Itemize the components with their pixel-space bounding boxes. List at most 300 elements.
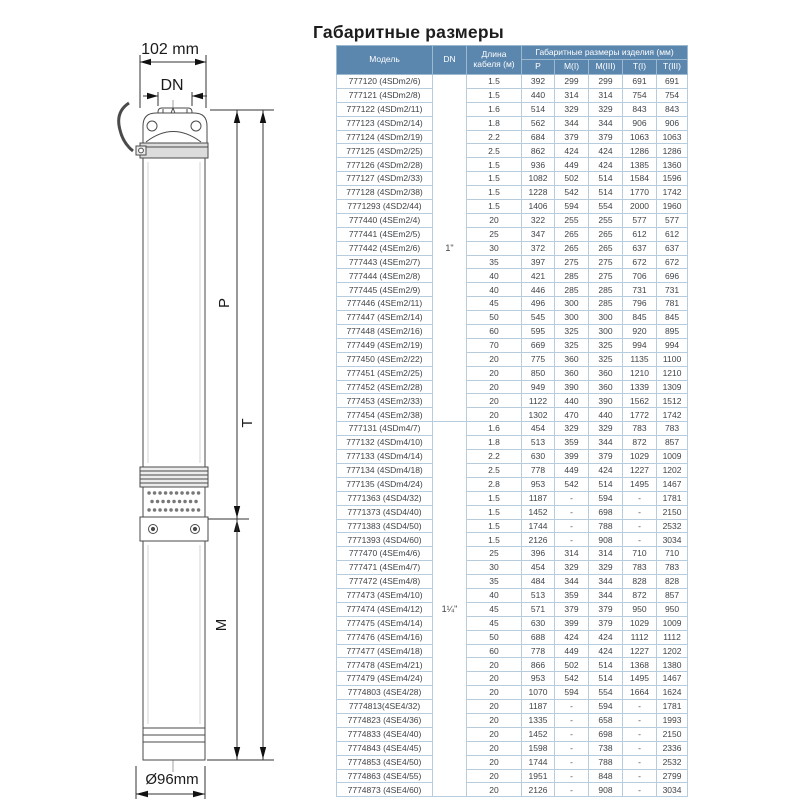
dimension-value-cell: 347 xyxy=(522,227,555,241)
dimension-value-cell: 562 xyxy=(522,116,555,130)
dimension-value-cell: - xyxy=(623,491,657,505)
cable-length-cell: 20 xyxy=(467,686,522,700)
dimension-value-cell: 484 xyxy=(522,575,555,589)
dimension-value-cell: 360 xyxy=(555,352,589,366)
cable-length-cell: 1.8 xyxy=(467,116,522,130)
dimension-value-cell: 1335 xyxy=(522,713,555,727)
dimension-value-cell: 2150 xyxy=(657,505,688,519)
cable-length-cell: 20 xyxy=(467,213,522,227)
dimension-value-cell: 329 xyxy=(589,422,623,436)
table-row xyxy=(337,672,688,686)
table-row xyxy=(337,394,688,408)
dimension-value-cell: 360 xyxy=(589,366,623,380)
cable-length-cell: 1.5 xyxy=(467,200,522,214)
cable-length-cell: 2.5 xyxy=(467,463,522,477)
table-row xyxy=(337,338,688,352)
model-cell: 777450 (4SEm2/22) xyxy=(337,352,433,366)
dimension-value-cell: 379 xyxy=(589,450,623,464)
header-dim-m1: M(I) xyxy=(555,60,589,75)
dimension-value-cell: 783 xyxy=(623,561,657,575)
dimension-value-cell: 372 xyxy=(522,241,555,255)
dimension-value-cell: 953 xyxy=(522,672,555,686)
m-label: M xyxy=(213,618,230,632)
dimension-value-cell: 314 xyxy=(589,88,623,102)
dimension-value-cell: 265 xyxy=(555,227,589,241)
dimension-value-cell: 265 xyxy=(589,241,623,255)
page-title: Габаритные размеры xyxy=(313,21,504,42)
dimension-value-cell: 1210 xyxy=(623,366,657,380)
model-cell: 7771373 (4SD4/40) xyxy=(337,505,433,519)
table-row xyxy=(337,297,688,311)
dimension-value-cell: 672 xyxy=(623,255,657,269)
model-cell: 777440 (4SEm2/4) xyxy=(337,213,433,227)
dn-cell: 1" xyxy=(433,75,467,422)
dimension-value-cell: 1452 xyxy=(522,505,555,519)
cable-length-cell: 1.5 xyxy=(467,88,522,102)
model-cell: 777452 (4SEm2/28) xyxy=(337,380,433,394)
dimension-value-cell: 630 xyxy=(522,616,555,630)
model-cell: 7774863 (4SE4/55) xyxy=(337,769,433,783)
table-row xyxy=(337,547,688,561)
dimension-value-cell: 783 xyxy=(657,561,688,575)
dimension-value-cell: 470 xyxy=(555,408,589,422)
dimension-value-cell: 399 xyxy=(555,450,589,464)
model-cell: 777133 (4SDm4/14) xyxy=(337,450,433,464)
table-row xyxy=(337,519,688,533)
pump-outline xyxy=(119,103,208,760)
cable-length-cell: 20 xyxy=(467,700,522,714)
table-row xyxy=(337,366,688,380)
model-cell: 777477 (4SEm4/18) xyxy=(337,644,433,658)
dimension-value-cell: 1584 xyxy=(623,172,657,186)
header-dim-p: P xyxy=(522,60,555,75)
dimension-value-cell: 424 xyxy=(589,463,623,477)
table-row xyxy=(337,213,688,227)
dimension-value-cell: 325 xyxy=(555,338,589,352)
dimension-value-cell: 424 xyxy=(555,144,589,158)
header-cable-length: Длина кабеля (м) xyxy=(467,46,522,75)
dimension-value-cell: 255 xyxy=(555,213,589,227)
dimension-value-cell: 360 xyxy=(589,380,623,394)
cable-length-cell: 50 xyxy=(467,311,522,325)
cable-length-cell: 20 xyxy=(467,755,522,769)
table-row xyxy=(337,283,688,297)
dimension-value-cell: 906 xyxy=(623,116,657,130)
dimension-value-cell: 379 xyxy=(589,616,623,630)
model-cell: 7771363 (4SD4/32) xyxy=(337,491,433,505)
cable-length-cell: 20 xyxy=(467,783,522,797)
dimension-value-cell: 2799 xyxy=(657,769,688,783)
cable-length-cell: 20 xyxy=(467,769,522,783)
table-row xyxy=(337,116,688,130)
dimension-value-cell: 396 xyxy=(522,547,555,561)
dimension-value-cell: 778 xyxy=(522,463,555,477)
dimension-value-cell: 325 xyxy=(589,338,623,352)
dimension-value-cell: 571 xyxy=(522,602,555,616)
dimension-value-cell: 1596 xyxy=(657,172,688,186)
model-cell: 7771383 (4SD4/50) xyxy=(337,519,433,533)
dimension-value-cell: 857 xyxy=(657,588,688,602)
table-row xyxy=(337,144,688,158)
dimension-value-cell: - xyxy=(623,505,657,519)
cable-length-cell: 40 xyxy=(467,283,522,297)
dimension-value-cell: 1385 xyxy=(623,158,657,172)
model-cell: 7774853 (4SE4/50) xyxy=(337,755,433,769)
cable-length-cell: 50 xyxy=(467,630,522,644)
dimension-value-cell: 322 xyxy=(522,213,555,227)
dimension-value-cell: 344 xyxy=(555,575,589,589)
table-row xyxy=(337,186,688,200)
dimension-value-cell: 843 xyxy=(657,102,688,116)
dimension-value-cell: 1187 xyxy=(522,491,555,505)
model-cell: 777475 (4SEm4/14) xyxy=(337,616,433,630)
dimension-value-cell: - xyxy=(623,755,657,769)
dimension-value-cell: 359 xyxy=(555,436,589,450)
cable-length-cell: 20 xyxy=(467,394,522,408)
dimension-value-cell: 1286 xyxy=(657,144,688,158)
table-row xyxy=(337,783,688,797)
dimension-value-cell: 424 xyxy=(589,158,623,172)
model-cell: 777122 (4SDm2/11) xyxy=(337,102,433,116)
dimension-value-cell: 1742 xyxy=(657,408,688,422)
dimension-value-cell: 314 xyxy=(555,88,589,102)
dimension-value-cell: 449 xyxy=(555,644,589,658)
dimension-value-cell: 788 xyxy=(589,519,623,533)
dimension-value-cell: 1495 xyxy=(623,672,657,686)
cable-length-cell: 40 xyxy=(467,269,522,283)
table-row xyxy=(337,700,688,714)
dimension-value-cell: 542 xyxy=(555,477,589,491)
top-width-label: 102 mm xyxy=(141,41,199,58)
dimension-value-cell: 329 xyxy=(555,561,589,575)
model-cell: 777120 (4SDm2/6) xyxy=(337,75,433,89)
dimension-value-cell: 1744 xyxy=(522,519,555,533)
dimension-value-cell: 314 xyxy=(589,547,623,561)
model-cell: 777476 (4SEm4/16) xyxy=(337,630,433,644)
dimension-value-cell: 1770 xyxy=(623,186,657,200)
dimension-value-cell: 594 xyxy=(555,686,589,700)
model-cell: 777131 (4SDm4/7) xyxy=(337,422,433,436)
dimension-value-cell: 554 xyxy=(589,686,623,700)
dimension-value-cell: 314 xyxy=(555,547,589,561)
dimension-value-cell: 1122 xyxy=(522,394,555,408)
table-row xyxy=(337,741,688,755)
dimension-value-cell: 691 xyxy=(623,75,657,89)
dimension-value-cell: 514 xyxy=(589,672,623,686)
dimension-value-cell: 397 xyxy=(522,255,555,269)
table-row xyxy=(337,311,688,325)
cable-length-cell: 20 xyxy=(467,713,522,727)
table-row xyxy=(337,227,688,241)
table-row xyxy=(337,644,688,658)
dimension-value-cell: 848 xyxy=(589,769,623,783)
dimension-value-cell: 344 xyxy=(589,588,623,602)
dimension-value-cell: 421 xyxy=(522,269,555,283)
dimension-value-cell: 542 xyxy=(555,672,589,686)
dimension-value-cell: 275 xyxy=(589,255,623,269)
table-row xyxy=(337,477,688,491)
model-cell: 777134 (4SDm4/18) xyxy=(337,463,433,477)
dimension-value-cell: 1368 xyxy=(623,658,657,672)
dimension-value-cell: 392 xyxy=(522,75,555,89)
table-row xyxy=(337,602,688,616)
dimension-value-cell: 379 xyxy=(589,130,623,144)
dimension-value-cell: 594 xyxy=(589,491,623,505)
dimension-value-cell: 325 xyxy=(555,325,589,339)
dimension-value-cell: 545 xyxy=(522,311,555,325)
header-dim-t1: T(I) xyxy=(623,60,657,75)
dimension-value-cell: 698 xyxy=(589,727,623,741)
dimension-value-cell: 828 xyxy=(657,575,688,589)
table-row xyxy=(337,755,688,769)
model-cell: 777470 (4SEm4/6) xyxy=(337,547,433,561)
cable-length-cell: 70 xyxy=(467,338,522,352)
cable-length-cell: 1.5 xyxy=(467,186,522,200)
table-row xyxy=(337,616,688,630)
cable-length-cell: 1.8 xyxy=(467,436,522,450)
model-cell: 777478 (4SEm4/21) xyxy=(337,658,433,672)
dimension-value-cell: 2126 xyxy=(522,783,555,797)
model-cell: 7771393 (4SD4/60) xyxy=(337,533,433,547)
model-cell: 7774833 (4SE4/40) xyxy=(337,727,433,741)
dimension-value-cell: 1302 xyxy=(522,408,555,422)
dimension-value-cell: 440 xyxy=(555,394,589,408)
dimension-value-cell: 906 xyxy=(657,116,688,130)
dimension-value-cell: - xyxy=(555,783,589,797)
cable-length-cell: 1.5 xyxy=(467,75,522,89)
dimension-value-cell: 731 xyxy=(623,283,657,297)
dimension-value-cell: - xyxy=(555,769,589,783)
header-dim-t3: T(III) xyxy=(657,60,688,75)
dimension-value-cell: 872 xyxy=(623,436,657,450)
dimension-value-cell: 329 xyxy=(589,102,623,116)
dn-label: DN xyxy=(160,77,184,94)
dimension-value-cell: 1380 xyxy=(657,658,688,672)
table-row xyxy=(337,658,688,672)
dimension-value-cell: 731 xyxy=(657,283,688,297)
pump-diagram xyxy=(0,0,330,800)
dimension-value-cell: 1063 xyxy=(657,130,688,144)
model-cell: 777449 (4SEm2/19) xyxy=(337,338,433,352)
dimension-value-cell: 828 xyxy=(623,575,657,589)
cable-length-cell: 1.5 xyxy=(467,505,522,519)
model-cell: 777454 (4SEm2/38) xyxy=(337,408,433,422)
cable-length-cell: 25 xyxy=(467,547,522,561)
dimension-value-cell: 1360 xyxy=(657,158,688,172)
dimension-value-cell: 1664 xyxy=(623,686,657,700)
dimension-value-cell: 399 xyxy=(555,616,589,630)
dimension-value-cell: 637 xyxy=(657,241,688,255)
dimension-dn xyxy=(143,92,207,106)
dimension-value-cell: 994 xyxy=(657,338,688,352)
dimension-value-cell: 1772 xyxy=(623,408,657,422)
dimension-value-cell: 449 xyxy=(555,463,589,477)
dimension-value-cell: 440 xyxy=(522,88,555,102)
cable-length-cell: 25 xyxy=(467,227,522,241)
dimension-value-cell: 845 xyxy=(623,311,657,325)
model-cell: 777448 (4SEm2/16) xyxy=(337,325,433,339)
dimension-value-cell: 285 xyxy=(589,297,623,311)
dimension-value-cell: - xyxy=(623,727,657,741)
dimension-value-cell: 502 xyxy=(555,658,589,672)
cable-length-cell: 1.5 xyxy=(467,491,522,505)
dimension-value-cell: 554 xyxy=(589,200,623,214)
dimension-value-cell: 637 xyxy=(623,241,657,255)
dimension-value-cell: 1993 xyxy=(657,713,688,727)
table-row xyxy=(337,588,688,602)
dimension-value-cell: 300 xyxy=(589,325,623,339)
dimension-value-cell: 1781 xyxy=(657,700,688,714)
model-cell: 777443 (4SEm2/7) xyxy=(337,255,433,269)
spec-table-body xyxy=(337,75,688,797)
table-row xyxy=(337,172,688,186)
dimension-value-cell: - xyxy=(623,700,657,714)
model-cell: 777123 (4SDm2/14) xyxy=(337,116,433,130)
dimension-value-cell: 1744 xyxy=(522,755,555,769)
dimension-value-cell: 514 xyxy=(589,172,623,186)
dimension-value-cell: 379 xyxy=(555,602,589,616)
cable-length-cell: 1.5 xyxy=(467,519,522,533)
dimension-value-cell: 594 xyxy=(555,200,589,214)
table-row xyxy=(337,269,688,283)
cable-length-cell: 20 xyxy=(467,408,522,422)
dimension-value-cell: 285 xyxy=(555,283,589,297)
dimension-value-cell: 344 xyxy=(589,575,623,589)
dimension-value-cell: 514 xyxy=(589,477,623,491)
dimension-value-cell: 424 xyxy=(589,144,623,158)
model-cell: 777126 (4SDm2/28) xyxy=(337,158,433,172)
cable-length-cell: 2.5 xyxy=(467,144,522,158)
model-cell: 777473 (4SEm4/10) xyxy=(337,588,433,602)
dimension-value-cell: 2336 xyxy=(657,741,688,755)
table-row xyxy=(337,408,688,422)
dimension-value-cell: 390 xyxy=(555,380,589,394)
model-cell: 7774843 (4SE4/45) xyxy=(337,741,433,755)
dimension-value-cell: - xyxy=(623,533,657,547)
dimension-value-cell: - xyxy=(555,533,589,547)
dimension-value-cell: 344 xyxy=(589,116,623,130)
dimension-value-cell: 843 xyxy=(623,102,657,116)
model-cell: 777127 (4SDm2/33) xyxy=(337,172,433,186)
dimension-value-cell: 1286 xyxy=(623,144,657,158)
dimension-value-cell: 775 xyxy=(522,352,555,366)
dimension-value-cell: 446 xyxy=(522,283,555,297)
dimension-value-cell: 329 xyxy=(555,102,589,116)
dimension-value-cell: 1467 xyxy=(657,672,688,686)
dimension-value-cell: 390 xyxy=(589,394,623,408)
dimension-value-cell: 1598 xyxy=(522,741,555,755)
dimension-value-cell: 895 xyxy=(657,325,688,339)
cable-length-cell: 20 xyxy=(467,727,522,741)
header-model: Модель xyxy=(337,46,433,75)
dimension-value-cell: 285 xyxy=(555,269,589,283)
cable-length-cell: 1.5 xyxy=(467,172,522,186)
dimension-value-cell: 424 xyxy=(589,644,623,658)
dimension-value-cell: 1070 xyxy=(522,686,555,700)
model-cell: 777128 (4SDm2/38) xyxy=(337,186,433,200)
dimension-value-cell: - xyxy=(623,519,657,533)
dimension-value-cell: 688 xyxy=(522,630,555,644)
cable-length-cell: 35 xyxy=(467,255,522,269)
dimension-value-cell: 496 xyxy=(522,297,555,311)
table-row xyxy=(337,102,688,116)
bottom-diameter-label: Ø96mm xyxy=(145,771,199,788)
dimension-value-cell: 299 xyxy=(589,75,623,89)
model-cell: 777442 (4SEm2/6) xyxy=(337,241,433,255)
dimension-value-cell: - xyxy=(555,741,589,755)
dimension-value-cell: 908 xyxy=(589,783,623,797)
model-cell: 777451 (4SEm2/25) xyxy=(337,366,433,380)
cable-length-cell: 60 xyxy=(467,325,522,339)
dimension-value-cell: - xyxy=(555,700,589,714)
dimension-value-cell: 754 xyxy=(623,88,657,102)
model-cell: 7774813(4SE4/32) xyxy=(337,700,433,714)
dimension-value-cell: 329 xyxy=(555,422,589,436)
model-cell: 777441 (4SEm2/5) xyxy=(337,227,433,241)
dimension-value-cell: 577 xyxy=(657,213,688,227)
header-dn: DN xyxy=(433,46,467,75)
dimension-value-cell: 658 xyxy=(589,713,623,727)
dimension-value-cell: 612 xyxy=(657,227,688,241)
model-cell: 777453 (4SEm2/33) xyxy=(337,394,433,408)
dimension-value-cell: 449 xyxy=(555,158,589,172)
dimension-value-cell: 684 xyxy=(522,130,555,144)
model-cell: 777472 (4SEm4/8) xyxy=(337,575,433,589)
dimension-value-cell: 2150 xyxy=(657,727,688,741)
dimension-value-cell: 300 xyxy=(555,297,589,311)
table-row xyxy=(337,436,688,450)
dimension-value-cell: 850 xyxy=(522,366,555,380)
dimension-value-cell: 1742 xyxy=(657,186,688,200)
dimension-value-cell: 1009 xyxy=(657,450,688,464)
dimension-value-cell: 1009 xyxy=(657,616,688,630)
dimension-value-cell: 1112 xyxy=(657,630,688,644)
p-label: P xyxy=(216,297,233,309)
dimension-value-cell: 950 xyxy=(657,602,688,616)
model-cell: 7774803 (4SE4/28) xyxy=(337,686,433,700)
table-row xyxy=(337,241,688,255)
dimension-value-cell: 781 xyxy=(657,297,688,311)
dimension-value-cell: 994 xyxy=(623,338,657,352)
dimension-value-cell: 2532 xyxy=(657,755,688,769)
model-cell: 777124 (4SDm2/19) xyxy=(337,130,433,144)
dimension-value-cell: 595 xyxy=(522,325,555,339)
dimension-value-cell: 698 xyxy=(589,505,623,519)
model-cell: 777135 (4SDm4/24) xyxy=(337,477,433,491)
model-cell: 777447 (4SEm2/14) xyxy=(337,311,433,325)
dimension-value-cell: 1960 xyxy=(657,200,688,214)
cable-length-cell: 30 xyxy=(467,561,522,575)
cable-length-cell: 45 xyxy=(467,616,522,630)
table-row xyxy=(337,200,688,214)
model-cell: 777474 (4SEm4/12) xyxy=(337,602,433,616)
table-row xyxy=(337,380,688,394)
model-cell: 777471 (4SEm4/7) xyxy=(337,561,433,575)
model-cell: 777445 (4SEm2/9) xyxy=(337,283,433,297)
dimension-value-cell: 788 xyxy=(589,755,623,769)
dimension-value-cell: 542 xyxy=(555,186,589,200)
dimension-value-cell: 936 xyxy=(522,158,555,172)
cable-length-cell: 45 xyxy=(467,602,522,616)
dimension-value-cell: 845 xyxy=(657,311,688,325)
dimension-value-cell: 424 xyxy=(555,630,589,644)
dimension-p xyxy=(234,110,240,519)
table-row xyxy=(337,533,688,547)
dimension-value-cell: 329 xyxy=(589,561,623,575)
dimension-value-cell: 344 xyxy=(589,436,623,450)
dimensions-table xyxy=(336,45,688,797)
dimension-value-cell: 300 xyxy=(589,311,623,325)
